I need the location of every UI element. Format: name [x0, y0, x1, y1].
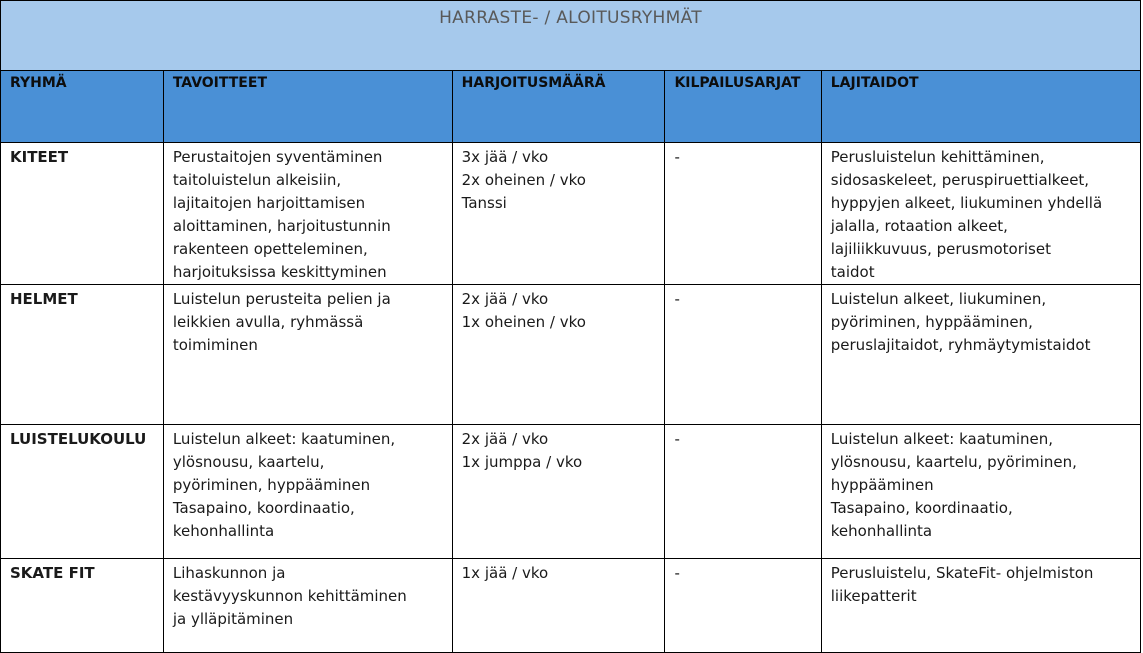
column-header-competition: KILPAILUSARJAT	[665, 71, 821, 143]
group-name-cell: LUISTELUKOULU	[1, 425, 164, 559]
training-line: 1x jää / vko	[461, 564, 549, 582]
skills-line: kehonhallinta	[830, 522, 933, 540]
column-header-training: HARJOITUSMÄÄRÄ	[452, 71, 665, 143]
skills-line: liikepatterit	[830, 587, 917, 605]
skills-line: Tasapaino, koordinaatio,	[830, 499, 1013, 517]
competition-cell: -	[665, 559, 821, 653]
competition-cell: -	[665, 285, 821, 425]
goals-line: rakenteen opetteleminen,	[172, 240, 368, 258]
goals-line: pyöriminen, hyppääminen	[172, 476, 371, 494]
column-header-group: RYHMÄ	[1, 71, 164, 143]
skills-line: Luistelun alkeet, liukuminen,	[830, 290, 1047, 308]
skills-cell	[821, 143, 1140, 285]
goals-line: Luistelun alkeet: kaatuminen,	[172, 430, 396, 448]
header-row	[1, 71, 1141, 143]
skills-line: Perusluistelun kehittäminen,	[830, 148, 1045, 166]
goals-line: Luistelun perusteita pelien ja	[172, 290, 391, 308]
goals-cell	[163, 285, 452, 425]
goals-line: ylösnousu, kaartelu,	[172, 453, 325, 471]
goals-line: Tasapaino, koordinaatio,	[172, 499, 355, 517]
training-line: 2x oheinen / vko	[461, 171, 586, 189]
table-row	[1, 285, 1141, 425]
table-row	[1, 425, 1141, 559]
goals-line: kestävyyskunnon kehittäminen	[172, 587, 407, 605]
training-line: 1x jumppa / vko	[461, 453, 583, 471]
skills-cell	[821, 285, 1140, 425]
training-line: 3x jää / vko	[461, 148, 549, 166]
group-name-cell: SKATE FIT	[1, 559, 164, 653]
competition-cell: -	[665, 143, 821, 285]
goals-line: Perustaitojen syventäminen	[172, 148, 383, 166]
goals-cell	[163, 143, 452, 285]
training-cell	[452, 425, 665, 559]
skills-cell	[821, 559, 1140, 653]
goals-line: toimiminen	[172, 336, 258, 354]
title-band	[0, 0, 1141, 70]
skills-line: taidot	[830, 263, 875, 281]
goals-cell	[163, 559, 452, 653]
group-name-cell: HELMET	[1, 285, 164, 425]
goals-line: lajitaitojen harjoittamisen	[172, 194, 366, 212]
skills-line: hyppääminen	[830, 476, 934, 494]
skills-line: Perusluistelu, SkateFit- ohjelmiston	[830, 564, 1094, 582]
goals-line: kehonhallinta	[172, 522, 275, 540]
training-line: Tanssi	[461, 194, 507, 212]
goals-line: harjoituksissa keskittyminen	[172, 263, 387, 281]
goals-cell	[163, 425, 452, 559]
training-cell	[452, 285, 665, 425]
training-cell	[452, 143, 665, 285]
document-title: HARRASTE- / ALOITUSRYHMÄT	[439, 8, 702, 28]
groups-table	[0, 70, 1141, 653]
training-line: 2x jää / vko	[461, 290, 549, 308]
skills-line: lajiliikkuvuus, perusmotoriset	[830, 240, 1051, 258]
skills-line: Luistelun alkeet: kaatuminen,	[830, 430, 1054, 448]
goals-line: ja ylläpitäminen	[172, 610, 294, 628]
skills-cell	[821, 425, 1140, 559]
competition-cell: -	[665, 425, 821, 559]
training-line: 2x jää / vko	[461, 430, 549, 448]
skills-line: jalalla, rotaation alkeet,	[830, 217, 1008, 235]
goals-line: aloittaminen, harjoitustunnin	[172, 217, 391, 235]
group-name-cell: KITEET	[1, 143, 164, 285]
goals-line: Lihaskunnon ja	[172, 564, 286, 582]
column-header-skills: LAJITAIDOT	[821, 71, 1140, 143]
training-line: 1x oheinen / vko	[461, 313, 586, 331]
table-row	[1, 143, 1141, 285]
skills-line: hyppyjen alkeet, liukuminen yhdellä	[830, 194, 1103, 212]
skills-line: ylösnousu, kaartelu, pyöriminen,	[830, 453, 1077, 471]
goals-line: leikkien avulla, ryhmässä	[172, 313, 364, 331]
skills-line: sidosaskeleet, peruspiruettialkeet,	[830, 171, 1090, 189]
column-header-goals: TAVOITTEET	[163, 71, 452, 143]
training-cell	[452, 559, 665, 653]
goals-line: taitoluistelun alkeisiin,	[172, 171, 342, 189]
skills-line: peruslajitaidot, ryhmäytymistaidot	[830, 336, 1091, 354]
skills-line: pyöriminen, hyppääminen,	[830, 313, 1033, 331]
table-row	[1, 559, 1141, 653]
